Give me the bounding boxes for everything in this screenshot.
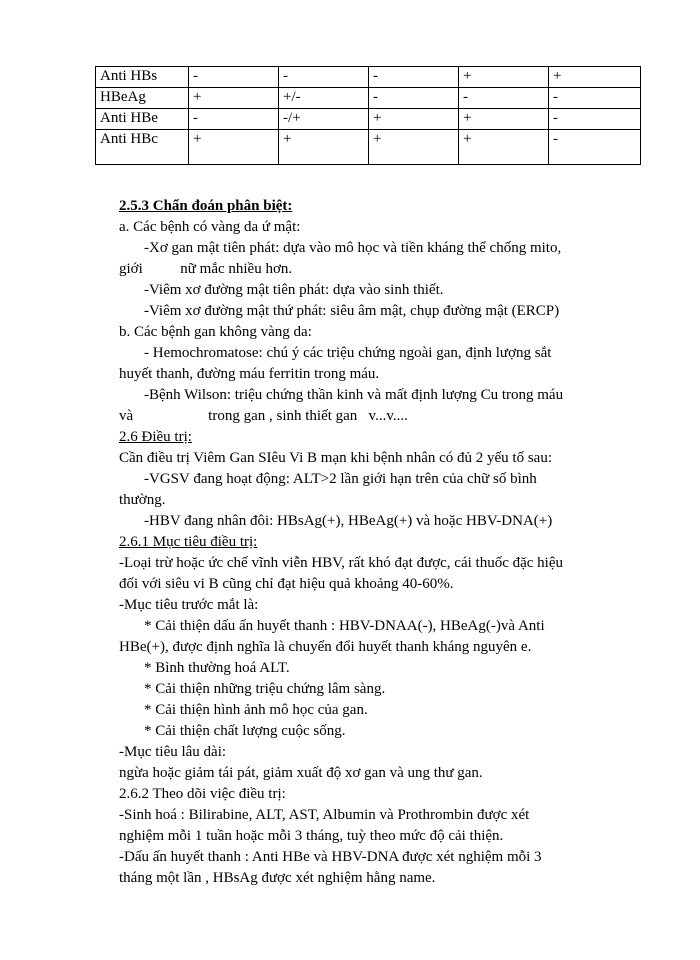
text-line: nghiệm mỗi 1 tuần hoặc mỗi 3 tháng, tuỳ theo mức độ cải thiện. (119, 828, 504, 844)
table-cell: + (369, 130, 459, 165)
text-line: -Bệnh Wilson: triệu chứng thần kinh và mất định lượng Cu trong máu (144, 387, 564, 403)
table-cell: + (189, 130, 279, 165)
table-row (96, 88, 641, 109)
text-line: đối với siêu vi B cũng chỉ đạt hiệu quả khoảng 40-60%. (119, 576, 454, 592)
table-cell: + (369, 109, 459, 130)
table-cell: - (549, 88, 641, 109)
subsection-title: -Mục tiêu lâu dài: (119, 744, 227, 760)
table-cell: - (549, 130, 641, 165)
table-cell: - (549, 109, 641, 130)
text-line: tháng một lần , HBsAg được xét nghiệm hằng name. (119, 870, 436, 886)
text-line: -Viêm xơ đường mật thứ phát: siêu âm mật, chụp đường mật (ERCP) (144, 303, 560, 319)
document-body (119, 196, 639, 889)
subsection-title: -Mục tiêu trước mắt là: (119, 597, 259, 613)
text-line: - Hemochromatose: chú ý các triệu chứng ngoài gan, định lượng sắt (144, 345, 552, 361)
text-line: HBe(+), được định nghĩa là chuyển đổi huyết thanh kháng nguyên e. (119, 639, 532, 655)
row-label: HBeAg (96, 88, 189, 109)
text-line: ngừa hoặc giảm tái pát, giảm xuất độ xơ gan và ung thư gan. (119, 765, 483, 781)
row-label: Anti HBs (96, 67, 189, 88)
subsection-title: a. Các bệnh có vàng da ứ mật: (119, 219, 301, 235)
section-heading: 2.6 Điều trị: (119, 429, 192, 445)
table-cell: + (459, 109, 549, 130)
table-cell: +/- (279, 88, 369, 109)
table-cell: -/+ (279, 109, 369, 130)
section-heading: 2.6.2 Theo dõi việc điều trị: (119, 786, 286, 802)
list-item: * Bình thường hoá ALT. (144, 660, 290, 676)
list-item: * Cải thiện dấu ấn huyết thanh : HBV-DNAA(-), HBeAg(-)và Anti (144, 618, 545, 634)
text-line: -Viêm xơ đường mật tiên phát: dựa vào sinh thiết. (144, 282, 444, 298)
text-line: -HBV đang nhân đôi: HBsAg(+), HBeAg(+) và hoặc HBV-DNA(+) (144, 513, 553, 529)
table-cell: + (189, 88, 279, 109)
text-line: huyết thanh, đường máu ferritin trong máu. (119, 366, 380, 382)
list-item: * Cải thiện hình ảnh mô học của gan. (144, 702, 368, 718)
section-heading: 2.6.1 Mục tiêu điều trị: (119, 534, 258, 550)
text-line: -VGSV đang hoạt động: ALT>2 lần giới hạn trên của chữ số bình (144, 471, 537, 487)
table-cell: - (189, 67, 279, 88)
list-item: * Cải thiện những triệu chứng lâm sàng. (144, 681, 386, 697)
table-cell: - (459, 88, 549, 109)
row-label: Anti HBe (96, 109, 189, 130)
table-cell: - (279, 67, 369, 88)
table-cell: + (279, 130, 369, 165)
table-row (96, 109, 641, 130)
section-heading: 2.5.3 Chẩn đoán phân biệt: (119, 198, 293, 214)
table-row (96, 130, 641, 165)
text-line: -Sinh hoá : Bilirabine, ALT, AST, Albumin và Prothrombin được xét (119, 807, 530, 823)
table-cell: - (189, 109, 279, 130)
subsection-title: b. Các bệnh gan không vàng da: (119, 324, 312, 340)
table-cell: + (459, 130, 549, 165)
table-cell: - (369, 88, 459, 109)
serology-marker-table (95, 66, 641, 165)
text-line: thường. (119, 492, 166, 508)
table-row (96, 67, 641, 88)
text-line: -Loại trừ hoặc ức chế vĩnh viễn HBV, rất khó đạt được, cái thuốc đặc hiệu (119, 555, 563, 571)
text-line: Cần điều trị Viêm Gan SIêu Vi B mạn khi bệnh nhân có đủ 2 yếu tố sau: (119, 450, 552, 466)
row-label: Anti HBc (96, 130, 189, 165)
table-cell: + (549, 67, 641, 88)
text-line: -Xơ gan mật tiên phát: dựa vào mô học và tiền kháng thể chống mito, (144, 240, 562, 256)
text-line: và trong gan , sinh thiết gan v...v.... (119, 408, 408, 424)
list-item: * Cải thiện chất lượng cuộc sống. (144, 723, 346, 739)
text-line: giới nữ mắc nhiều hơn. (119, 261, 293, 277)
table-cell: + (459, 67, 549, 88)
text-line: -Dấu ấn huyết thanh : Anti HBe và HBV-DNA được xét nghiệm mỗi 3 (119, 849, 542, 865)
table-cell: - (369, 67, 459, 88)
